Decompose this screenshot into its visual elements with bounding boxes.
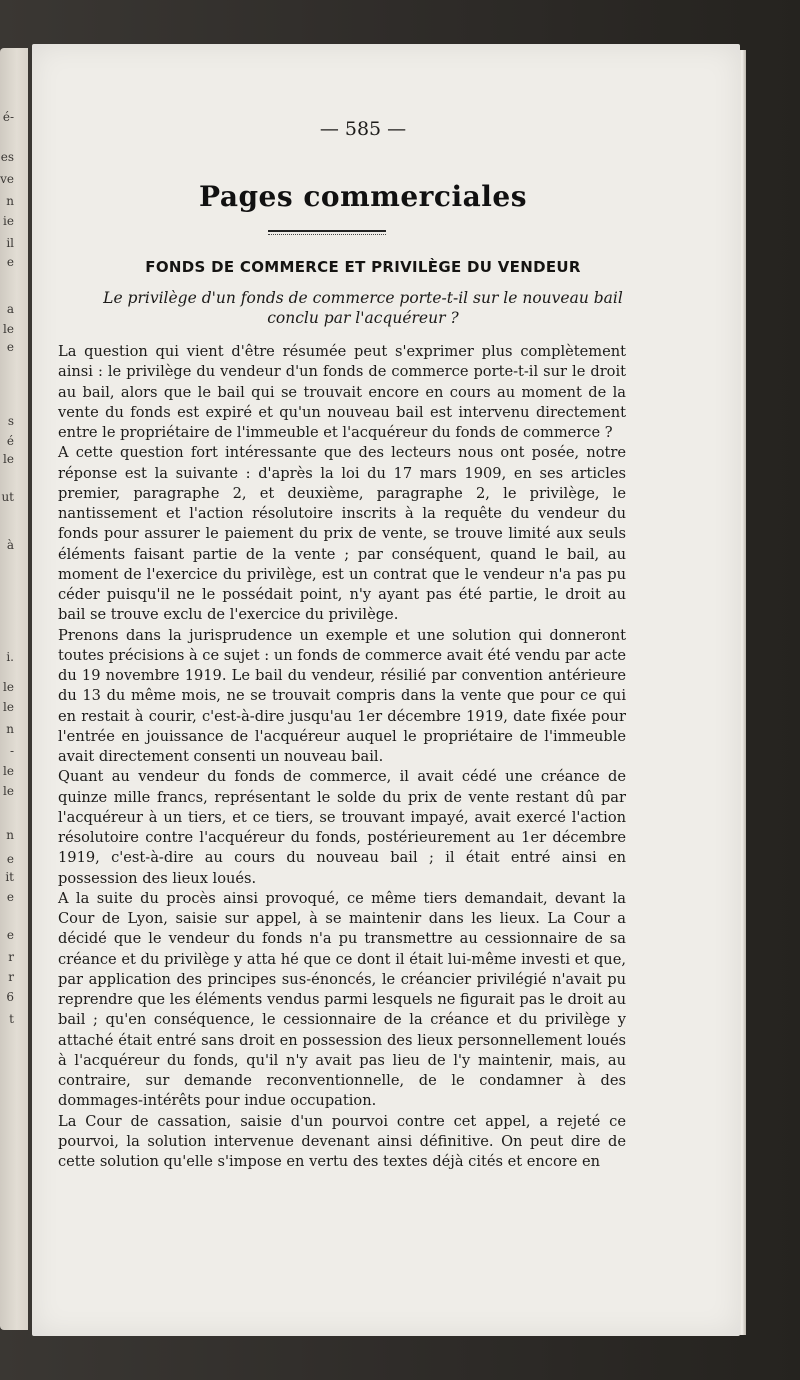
book-page bbox=[32, 44, 740, 1336]
left-page-fragment: e bbox=[6, 928, 14, 942]
left-page-fragment: it bbox=[5, 870, 14, 884]
left-page-edge bbox=[0, 48, 28, 1330]
paragraph: A cette question fort intéressante que des lecteurs nous ont posée, notre réponse est la suivante : d'après la loi du 17 mars 1909, en ses articles premier, paragraphe 2, et deuxième, paragraphe 2, le privilège, le nantissement et l'action résolutoire inscrits à la requête du vendeur du fonds pour assurer le paiement du prix de vente, se trouve limité aux seuls éléments faisant partie de la vente ; par conséquent, quand le bail, au moment de l'exercice du privilège, est un contrat que le vendeur n'a pas pu céder puisqu'il ne le possédait point, n'y ayant pas été partie, le droit au bail se trouve exclu de l'exercice du privilège. bbox=[58, 444, 626, 624]
left-page-fragment: e bbox=[6, 890, 14, 904]
article-body bbox=[58, 342, 626, 1172]
left-page-fragment: le bbox=[3, 784, 14, 798]
left-page-fragment: é- bbox=[2, 110, 14, 124]
left-page-fragment: 6 bbox=[6, 990, 14, 1004]
left-page-fragment: t bbox=[9, 1012, 14, 1026]
left-page-fragment: n bbox=[6, 722, 14, 736]
paragraph: La Cour de cassation, saisie d'un pourvoi contre cet appel, a rejeté ce pourvoi, la solution intervenue devenant ainsi définitive. On peut dire de cette solution qu'elle s'impose en vertu des textes déjà cités et encore en bbox=[58, 1112, 626, 1170]
left-page-fragment: s bbox=[7, 414, 14, 428]
left-page-fragment: n bbox=[6, 828, 14, 842]
left-page-fragment: - bbox=[9, 744, 14, 758]
left-page-fragment: à bbox=[6, 538, 14, 552]
left-page-fragment: ut bbox=[1, 490, 14, 504]
paragraph: A la suite du procès ainsi provoqué, ce même tiers demandait, devant la Cour de Lyon, saisie sur appel, à se maintenir dans les lieux. La Cour a décidé que le vendeur du fonds n'a pu transmettre au cessionnaire de sa créance et du privilège y atta hé que ce dont il était lui-même investi et que, par application des principes sus-énoncés, le créancier privilégié n'avait pu reprendre que les éléments vendus parmi lesquels ne figurait pas le droit au bail ; qu'en conséquence, le cessionnaire de la créance et du privilège y attaché était entré sans droit en possession des lieux personnellement loués à l'acquéreur du fonds, qu'il n'y avait pas lieu de l'y maintenir, mais, au contraire, sur demande reconventionnelle, de le condamner à des dommages-intérêts pour indue occupation. bbox=[58, 889, 626, 1110]
article-heading: FONDS DE COMMERCE ET PRIVILÈGE DU VENDEUR bbox=[145, 258, 581, 276]
left-page-fragment: il bbox=[6, 236, 14, 250]
left-page-fragment: le bbox=[3, 680, 14, 694]
left-page-fragment: n bbox=[6, 194, 14, 208]
left-page-fragment: ie bbox=[3, 214, 14, 228]
paragraph: Quant au vendeur du fonds de commerce, il avait cédé une créance de quinze mille francs, représentant le solde du prix de vente restant dû par l'acquéreur à un tiers, et ce tiers, se trouvant impayé, avait exercé l'action résolutoire contre l'acquéreur du fonds, postérieurement au 1er décembre 1919, c'est-à-dire au cours du nouveau bail ; il était entré ainsi en possession des lieux loués. bbox=[58, 768, 626, 887]
left-page-fragment: le bbox=[3, 764, 14, 778]
left-page-fragment: r bbox=[8, 950, 14, 964]
left-page-fragment: a bbox=[6, 302, 14, 316]
left-page-fragment: r bbox=[8, 970, 14, 984]
paragraph: Prenons dans la jurisprudence un exemple et une solution qui donneront toutes précisions à ce sujet : un fonds de commerce avait été vendu par acte du 19 novembre 1919. Le bail du vendeur, résilié par convention antérieure du 13 du même mois, ne se trouvait compris dans la vente que pour ce qui en restait à courir, c'est-à-dire jusqu'au 1er décembre 1919, date fixée pour l'entrée en jouissance de l'acquéreur auquel le propriétaire de l'immeuble avait directement consenti un nouveau bail. bbox=[58, 626, 626, 765]
left-page-fragment: ve bbox=[0, 172, 14, 186]
title-rule bbox=[268, 230, 386, 235]
left-page-fragment: e bbox=[6, 852, 14, 866]
page-number: — 585 — bbox=[319, 118, 407, 140]
left-page-fragment: le bbox=[3, 700, 14, 714]
left-page-fragment: i. bbox=[6, 650, 14, 664]
left-page-fragment: le bbox=[3, 322, 14, 336]
left-page-fragment: le bbox=[3, 452, 14, 466]
left-page-fragment: e bbox=[6, 340, 14, 354]
left-page-fragment: e bbox=[6, 255, 14, 269]
article-subtitle: Le privilège d'un fonds de commerce porte-t-il sur le nouveau bail conclu par l'acquéreur ? bbox=[103, 289, 623, 327]
left-page-fragment: es bbox=[0, 150, 14, 164]
paragraph: La question qui vient d'être résumée peut s'exprimer plus complètement ainsi : le privilège du vendeur d'un fonds de commerce porte-t-il sur le droit au bail, alors que le bail qui se trouvait encore en cours au moment de la vente du fonds est expiré et qu'un nouveau bail est intervenu directement entre le propriétaire de l'immeuble et l'acquéreur du fonds de commerce ? bbox=[58, 343, 626, 441]
left-page-fragment: é bbox=[6, 434, 14, 448]
section-title: Pages commerciales bbox=[199, 180, 527, 213]
